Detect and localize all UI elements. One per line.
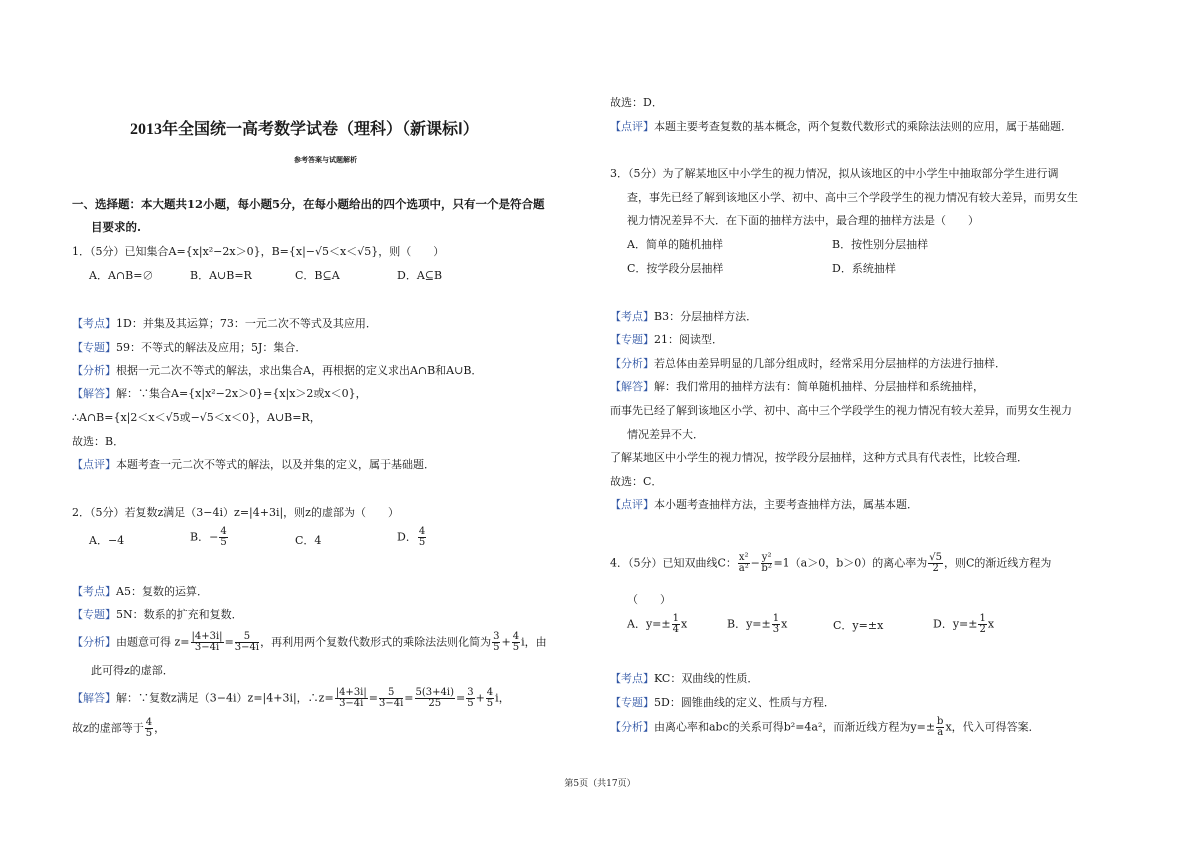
plus: + [475, 691, 485, 705]
tag-kaodian: 【考点】 [610, 310, 654, 323]
q2-choice: 故选：D． [610, 96, 663, 109]
frac-num: 4 [418, 526, 426, 537]
q1-jieda-text: 解：∵集合A={x|x²−2x＞0}={x|x＞2或x＜0}， [116, 387, 367, 400]
q2-zhuanti-text: 5N：数系的扩充和复数． [116, 608, 243, 621]
q2-jieda-line2 [72, 718, 165, 739]
page-title: 2013年全国统一高考数学试卷（理科）（新课标Ⅰ） [130, 121, 479, 138]
q2-kaodian [72, 584, 208, 599]
tag-fenxi: 【分析】 [72, 364, 116, 377]
frac-den: 3−4i [378, 698, 404, 709]
q2-jieda [72, 688, 510, 709]
q2-stem: 2．（5分）若复数z满足（3−4i）z=|4+3i|，则z的虚部为（ ） [72, 506, 399, 519]
q3-jieda-line4: 了解某地区中小学生的视力情况，按学段分层抽样，这种方式具有代表性，比较合理． [610, 451, 1028, 464]
q3-option-a: A．简单的随机抽样 [627, 238, 723, 251]
q4-option-a-frac [672, 614, 680, 635]
tag-jieda: 【解答】 [610, 380, 654, 393]
q3-kaodian [610, 309, 757, 324]
frac-den: 3−4i [234, 642, 260, 653]
frac-den: 3 [772, 624, 780, 635]
plus: + [501, 635, 511, 649]
comma: ， [498, 691, 510, 705]
frac-num: y² [761, 552, 772, 563]
tag-jieda: 【解答】 [72, 387, 116, 400]
q1-jieda-line3: 故选：B． [72, 435, 125, 448]
q4-stem-c: ，则C的渐近线方程为 [944, 556, 1052, 570]
tag-zhuanti: 【专题】 [72, 608, 116, 621]
q2-jieda-frac3 [415, 688, 455, 709]
q1-option-c: C．B⊆A [295, 269, 340, 282]
q1-kaodian [72, 316, 377, 331]
q3-option-b: B．按性别分层抽样 [832, 238, 929, 251]
page-footer: 第5页（共17页） [564, 779, 636, 789]
eq: = [455, 691, 466, 705]
q4-zhuanti [610, 695, 835, 710]
tag-zhuanti: 【专题】 [72, 341, 116, 354]
q3-stem-line3: 视力情况差异不大．在下面的抽样方法中，最合理的抽样方法是（ ） [627, 214, 979, 227]
frac-den: 5 [486, 698, 494, 709]
tag-zhuanti: 【专题】 [610, 696, 654, 709]
tag-fenxi: 【分析】 [72, 635, 116, 649]
frac-den: a [937, 727, 944, 738]
q3-fenxi-text: 若总体由差异明显的几部分组成时，经常采用分层抽样的方法进行抽样． [654, 357, 1006, 370]
q2-fenxi-frac2 [235, 632, 259, 653]
frac-num: 5 [379, 688, 403, 699]
page-subtitle: 参考答案与试题解析 [294, 155, 357, 164]
q4-option-b-frac [772, 614, 780, 635]
frac-num: |4+3i| [191, 631, 223, 642]
tag-kaodian: 【考点】 [72, 585, 116, 598]
q4-fenxi-frac [936, 717, 944, 738]
q2-jieda-frac6 [145, 718, 153, 739]
q2-fenxi-frac4 [512, 632, 520, 653]
frac-num: x² [738, 552, 749, 563]
frac-num: 5 [235, 632, 259, 643]
q4-option-a-label: A．y=± [627, 617, 671, 631]
q2-fenxi-line2: 此可得z的虚部． [91, 664, 174, 677]
q4-option-b [727, 614, 787, 635]
q2-fenxi-frac1 [191, 632, 224, 653]
q3-jieda-line3: 情况差异不大． [627, 428, 704, 441]
q4-kaodian [610, 671, 758, 686]
tag-kaodian: 【考点】 [610, 672, 654, 685]
q2-jieda-2a: 故z的虚部等于 [72, 721, 144, 735]
x-suffix: x [680, 617, 688, 631]
q4-zhuanti-text: 5D：圆锥曲线的定义、性质与方程． [654, 696, 835, 709]
eq: = [224, 635, 234, 649]
q3-stem-line2: 查，事先已经了解到该地区小学、初中、高中三个学段学生的视力情况有较大差异，而男女生 [627, 191, 1078, 204]
eq: = [404, 691, 414, 705]
frac-den: 5 [467, 698, 474, 709]
q1-stem: 1．（5分）已知集合A={x|x²−2x＞0}，B={x|−√5＜x＜√5}，则（ ） [72, 245, 445, 258]
tag-kaodian: 【考点】 [72, 317, 116, 330]
q3-kaodian-text: B3：分层抽样方法． [654, 310, 758, 323]
tag-dianping: 【点评】 [610, 120, 654, 133]
tag-zhuanti: 【专题】 [610, 333, 654, 346]
q3-jieda-line2: 而事先已经了解到该地区小学、初中、高中三个学段学生的视力情况有较大差异，而男女生视力 [610, 404, 1072, 417]
q4-option-c: C．y=±x [833, 619, 884, 632]
q4-stem-line2: （ ） [627, 593, 671, 606]
i-suffix: i [495, 691, 499, 705]
q1-dianping-text: 本题考查一元二次不等式的解法，以及并集的定义，属于基础题． [116, 458, 435, 471]
q2-option-b [190, 527, 229, 548]
frac-den: b² [761, 563, 772, 574]
frac-den: a² [738, 563, 749, 574]
q2-jieda-a: 解：∵复数z满足（3−4i）z=|4+3i|，∴z= [116, 691, 334, 705]
q2-fenxi-frac3 [492, 632, 500, 653]
frac-num: b [937, 716, 944, 727]
frac-num: |4+3i| [335, 687, 367, 698]
x-suffix: x [781, 617, 788, 631]
q2-dianping [610, 119, 1072, 134]
tag-jieda: 【解答】 [72, 691, 116, 705]
q2-dianping-text: 本题主要考查复数的基本概念，两个复数代数形式的乘除法法则的应用，属于基础题． [654, 120, 1072, 133]
q2-kaodian-text: A5：复数的运算． [116, 585, 208, 598]
frac-num: 4 [220, 526, 227, 537]
q4-stem-a: 4．（5分）已知双曲线C： [610, 556, 737, 570]
q4-option-d-frac [978, 614, 986, 635]
frac-num: 4 [512, 631, 520, 642]
tag-fenxi: 【分析】 [610, 720, 654, 734]
q1-dianping [72, 457, 435, 472]
q4-stem [610, 553, 1051, 574]
minus: − [750, 556, 760, 570]
tag-dianping: 【点评】 [72, 458, 116, 471]
q2-jieda-frac4 [466, 688, 474, 709]
frac-den: 3−4i [339, 698, 364, 709]
comma: ， [154, 721, 166, 735]
q3-jieda-text: 解：我们常用的抽样方法有：简单随机抽样、分层抽样和系统抽样， [654, 380, 984, 393]
eq: = [368, 691, 378, 705]
q2-option-d-label: D． [397, 530, 417, 544]
frac-num: 3 [467, 687, 474, 698]
q3-dianping [610, 497, 918, 512]
q1-zhuanti-text: 59：不等式的解法及应用；5J：集合． [116, 341, 307, 354]
q4-option-d-label: D．y=± [933, 617, 978, 631]
tag-fenxi: 【分析】 [610, 357, 654, 370]
q2-option-c: C．4 [295, 534, 322, 547]
q2-option-b-label: B．− [190, 530, 219, 544]
q4-fenxi-b: x，代入可得答案． [945, 720, 1040, 734]
frac-num: 5(3+4i) [415, 687, 454, 698]
q1-kaodian-text: 1D：并集及其运算；73：一元二次不等式及其应用． [116, 317, 377, 330]
i-suffix: i [521, 635, 525, 649]
q4-hyp-frac2 [761, 553, 773, 574]
q1-option-b: B．A∪B=R [190, 269, 252, 282]
q1-fenxi [72, 363, 482, 378]
q3-zhuanti-text: 21：阅读型． [654, 333, 723, 346]
q4-fenxi-a: 由离心率和abc的关系可得b²=4a²，而渐近线方程为y=± [654, 720, 936, 734]
frac-den: 5 [145, 728, 153, 739]
q4-ecc-frac [928, 553, 943, 574]
frac-num: 3 [493, 631, 500, 642]
frac-num: 4 [486, 687, 494, 698]
q3-fenxi [610, 356, 1006, 371]
q2-zhuanti [72, 607, 243, 622]
q1-fenxi-text: 根据一元二次不等式的解法，求出集合A，再根据的定义求出A∩B和A∪B． [116, 364, 483, 377]
frac-num: 1 [672, 613, 679, 624]
q4-hyp-frac1 [738, 553, 750, 574]
q2-fenxi-c: ，由 [524, 635, 547, 649]
q2-option-b-frac [219, 527, 227, 548]
q2-fenxi-b: ，再利用两个复数代数形式的乘除法法则化简为 [260, 635, 492, 649]
q1-jieda-line2: ∴A∩B={x|2＜x＜√5或−√5＜x＜0}，A∪B=R， [72, 411, 321, 424]
q4-stem-b: =1（a＞0，b＞0）的离心率为 [773, 556, 928, 570]
q4-fenxi [610, 717, 1040, 738]
q3-zhuanti [610, 332, 723, 347]
frac-den: 5 [493, 642, 500, 653]
frac-den: 4 [672, 624, 679, 635]
q4-option-b-label: B．y=± [727, 617, 771, 631]
x-suffix: x [987, 617, 995, 631]
q4-option-d [933, 614, 994, 635]
frac-num: √5 [929, 552, 943, 563]
q2-option-d-frac [418, 527, 426, 548]
q3-option-c: C．按学段分层抽样 [627, 262, 724, 275]
q1-option-d: D．A⊆B [397, 269, 443, 282]
frac-den: 2 [932, 563, 939, 574]
frac-den: 3−4i [194, 642, 220, 653]
q2-option-d [397, 527, 427, 548]
q4-kaodian-text: KC：双曲线的性质． [654, 672, 759, 685]
section-heading: 一、选择题：本大题共12小题，每小题5分，在每小题给出的四个选项中，只有一个是符合题 [72, 197, 545, 211]
q3-jieda-line5: 故选：C． [610, 475, 663, 488]
q3-option-d: D．系统抽样 [832, 262, 896, 275]
q1-zhuanti [72, 340, 306, 355]
q2-fenxi-a: 由题意可得 z= [116, 635, 190, 649]
frac-num: 1 [772, 613, 780, 624]
frac-num: 4 [145, 717, 153, 728]
q2-jieda-frac5 [486, 688, 494, 709]
frac-den: 5 [220, 537, 227, 548]
frac-num: 1 [979, 613, 986, 624]
q1-option-a: A．A∩B=∅ [89, 269, 154, 282]
tag-dianping: 【点评】 [610, 498, 654, 511]
q2-fenxi [72, 632, 547, 653]
q1-jieda [72, 386, 367, 401]
q2-jieda-frac1 [335, 688, 368, 709]
q3-jieda [610, 379, 984, 394]
q2-option-a: A．−4 [89, 534, 125, 547]
q3-stem-line1: 3．（5分）为了解某地区中小学生的视力情况，拟从该地区的中小学生中抽取部分学生进行调 [610, 167, 1059, 180]
frac-den: 2 [979, 624, 986, 635]
frac-den: 5 [418, 537, 426, 548]
q4-option-a [627, 614, 687, 635]
frac-den: 5 [512, 642, 520, 653]
section-heading-cont: 目要求的. [91, 220, 142, 234]
frac-den: 25 [428, 698, 442, 709]
q2-jieda-frac2 [379, 688, 403, 709]
q3-dianping-text: 本小题考查抽样方法，主要考查抽样方法，属基本题． [654, 498, 918, 511]
